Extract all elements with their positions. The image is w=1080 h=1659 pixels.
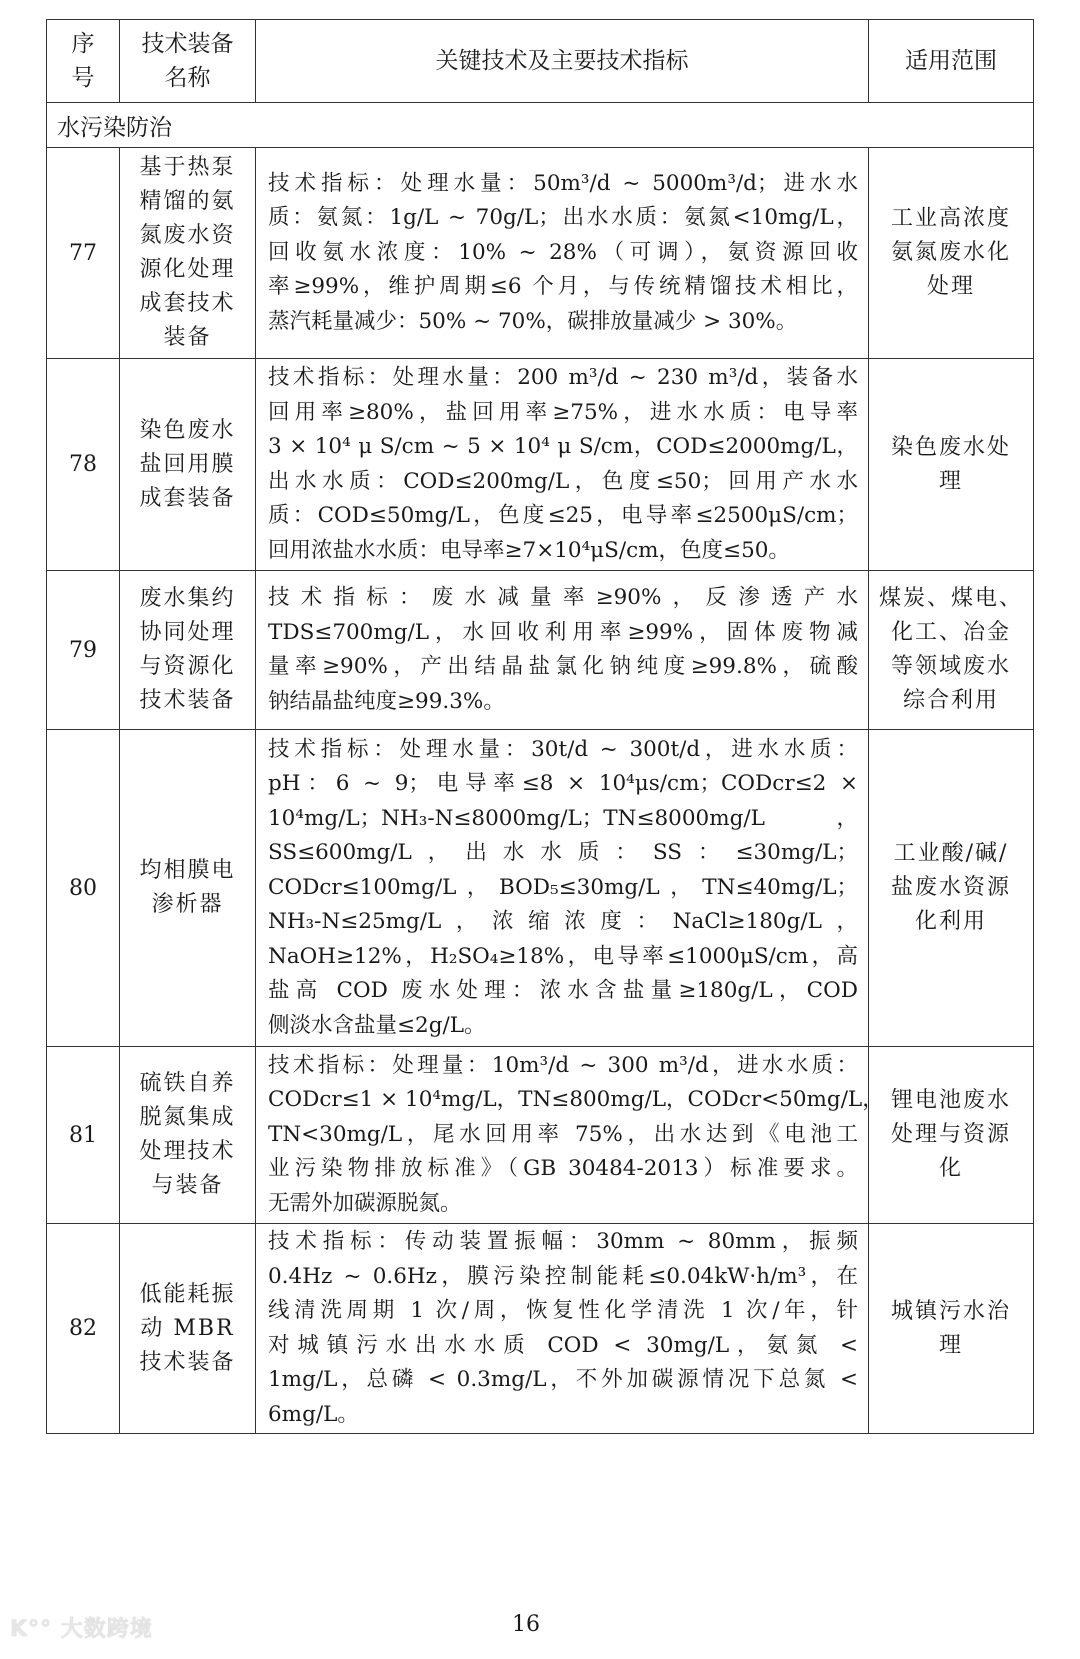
equipment-name-line: 成套技术 <box>139 291 236 316</box>
header-no-line: 号 <box>71 65 95 91</box>
technical-indicators-line: 蒸汽耗量减少：50% ~ 70%，碳排放量减少 > 30%。 <box>268 308 798 334</box>
technical-indicators-line: 1mg/L，总磷 < 0.3mg/L，不外加碳源情况下总氮 < <box>268 1367 858 1392</box>
equipment-name-line: 渗析器 <box>151 892 224 917</box>
technical-indicators <box>256 1224 869 1434</box>
equipment-name-line: 源化处理 <box>139 257 236 282</box>
technical-indicators-line: 量率≥90%，产出结晶盐氯化钠纯度≥99.8%，硫酸 <box>268 654 858 679</box>
application-scope-line: 盐废水资源 <box>890 875 1011 900</box>
technical-indicators-line: 侧淡水含盐量≤2g/L。 <box>268 1012 486 1038</box>
equipment-name-line: 与资源化 <box>139 654 236 679</box>
technical-indicators <box>256 359 869 571</box>
equipment-name <box>120 1224 256 1434</box>
header-desc: 关键技术及主要技术指标 <box>256 20 869 103</box>
section-row <box>47 103 1034 148</box>
header-no <box>47 20 120 103</box>
equipment-name-line: 盐回用膜 <box>139 451 236 477</box>
application-scope-line: 等领域废水 <box>890 654 1011 679</box>
equipment-name-line: 与装备 <box>151 1173 224 1198</box>
technical-indicators-line: 回用浓盐水水质：电导率≥7×10⁴μS/cm，色度≤50。 <box>268 537 790 563</box>
technical-indicators-line: NaOH≥12%，H₂SO₄≥18%，电导率≤1000μS/cm，高 <box>268 943 858 969</box>
technical-indicators-line: 回用率≥80%，盐回用率≥75%，进水水质：电导率 <box>268 399 858 425</box>
technical-indicators-line: TN<30mg/L，尾水回用率 75%，出水达到《电池工 <box>268 1121 858 1147</box>
equipment-name-line: 协同处理 <box>139 620 236 645</box>
equipment-name <box>120 359 256 571</box>
application-scope-line: 综合利用 <box>902 688 999 713</box>
technical-indicators-line: 6mg/L。 <box>268 1401 359 1427</box>
technical-indicators-line: 技术指标：处理水量：200 m³/d ~ 230 m³/d，装备水 <box>268 365 858 390</box>
technical-indicators-line: 质：氨氮：1g/L ~ 70g/L；出水水质：氨氮<10mg/L， <box>268 205 858 231</box>
application-scope-line: 煤炭、煤电、 <box>878 586 1023 611</box>
application-scope-line: 处理 <box>926 274 975 299</box>
technical-indicators-line: 技术指标：处理量：10m³/d ~ 300 m³/d，进水水质： <box>268 1052 858 1078</box>
technical-indicators-line: 无需外加碳源脱氮。 <box>268 1190 462 1216</box>
technical-indicators-line: 质：COD≤50mg/L，色度≤25，电导率≤2500μS/cm； <box>268 503 858 528</box>
equipment-name-line: 处理技术 <box>139 1139 236 1164</box>
technical-indicators <box>256 730 869 1047</box>
row-number: 78 <box>47 359 120 571</box>
technical-indicators-line: NH₃-N≤25mg/L，浓缩浓度：NaCl≥180g/L， <box>268 909 858 935</box>
technical-indicators-line: 率≥99%，维护周期≤6 个月，与传统精馏技术相比， <box>268 274 858 300</box>
row-number: 79 <box>47 571 120 730</box>
row-number: 80 <box>47 730 120 1047</box>
application-scope-line: 城镇污水治 <box>890 1298 1011 1324</box>
application-scope-line: 锂电池废水 <box>890 1088 1011 1113</box>
equipment-name <box>120 571 256 730</box>
application-scope <box>869 730 1034 1047</box>
row-number: 82 <box>47 1224 120 1434</box>
equipment-name-line: 精馏的氨 <box>139 189 236 214</box>
equipment-name <box>120 730 256 1047</box>
header-name-line: 名称 <box>164 65 211 91</box>
header-scope: 适用范围 <box>869 20 1034 103</box>
technical-indicators-line: 技术指标：处理水量：30t/d ~ 300t/d，进水水质： <box>268 736 858 762</box>
application-scope-line: 工业酸/碱/ <box>893 841 1009 866</box>
table-row <box>47 571 1034 730</box>
technical-indicators-line: pH：6 ~ 9；电导率≤8 × 10⁴μs/cm；CODcr≤2 × <box>268 771 858 797</box>
equipment-name <box>120 148 256 359</box>
technical-indicators-line: 技术指标：废水减量率≥90%，反渗透产水 <box>268 585 858 610</box>
application-scope-line: 处理与资源 <box>890 1122 1011 1147</box>
header-no-line: 序 <box>71 31 95 57</box>
equipment-name-line: 废水集约 <box>139 586 236 611</box>
row-number: 77 <box>47 148 120 359</box>
application-scope-line: 化利用 <box>914 909 987 934</box>
technical-indicators-line: 盐高 COD 废水处理：浓水含盐量≥180g/L，COD <box>268 978 858 1004</box>
technical-indicators-line: 回收氨水浓度：10% ~ 28%（可调），氨资源回收 <box>268 239 858 265</box>
technical-indicators <box>256 571 869 730</box>
application-scope-line: 染色废水处 <box>890 434 1011 460</box>
application-scope-line: 理 <box>938 468 963 494</box>
table-row <box>47 359 1034 571</box>
technical-indicators-line: 技术指标：处理水量：50m³/d ~ 5000m³/d；进水水 <box>268 170 858 196</box>
technical-indicators-line: 技术指标：传动装置振幅：30mm ~ 80mm，振频 <box>268 1229 858 1254</box>
table-row <box>47 1047 1034 1224</box>
watermark-logo: K°° 大数跨境 <box>10 1617 153 1642</box>
table-row <box>47 1224 1034 1434</box>
equipment-name-line: 动 MBR <box>140 1315 235 1341</box>
application-scope-line: 化 <box>938 1156 963 1181</box>
page-number: 16 <box>512 1612 540 1637</box>
application-scope-line: 理 <box>938 1332 963 1358</box>
technical-indicators-line: 0.4Hz ~ 0.6Hz，膜污染控制能耗≤0.04kW·h/m³，在 <box>268 1263 858 1289</box>
technical-indicators-line: 业污染物排放标准》（GB 30484-2013）标准要求。 <box>268 1156 858 1182</box>
technical-indicators-line: 线清洗周期 1 次/周，恢复性化学清洗 1 次/年，针 <box>268 1298 858 1323</box>
application-scope <box>869 1224 1034 1434</box>
equipment-name-line: 基于热泵 <box>139 155 236 180</box>
header-name <box>120 20 256 103</box>
equipment-table <box>46 19 1034 1434</box>
technical-indicators-line: 对城镇污水出水水质 COD < 30mg/L，氨氮 < <box>268 1332 858 1358</box>
equipment-name-line: 技术装备 <box>139 688 236 713</box>
technical-indicators-line: 10⁴mg/L；NH₃-N≤8000mg/L；TN≤8000mg/L， <box>268 805 858 831</box>
section-title: 水污染防治 <box>47 103 1034 148</box>
technical-indicators <box>256 1047 884 1224</box>
technical-indicators-line: CODcr≤1 × 10⁴mg/L，TN≤800mg/L，CODcr<50mg/L， <box>268 1087 884 1113</box>
equipment-name-line: 硫铁自养 <box>139 1071 236 1096</box>
technical-indicators-line: 3 × 10⁴ μ S/cm ~ 5 × 10⁴ μ S/cm，COD≤2000mg/L， <box>268 434 858 459</box>
application-scope-line: 化工、冶金 <box>890 620 1011 645</box>
application-scope <box>869 1047 1034 1224</box>
application-scope <box>869 148 1034 359</box>
technical-indicators-line: TDS≤700mg/L，水回收利用率≥99%，固体废物减 <box>268 619 858 645</box>
row-number: 81 <box>47 1047 120 1224</box>
table-header <box>47 20 1034 103</box>
table-row <box>47 148 1034 359</box>
equipment-name-line: 均相膜电 <box>139 858 236 883</box>
equipment-name-line: 技术装备 <box>139 1349 236 1375</box>
header-name-line: 技术装备 <box>141 31 234 57</box>
technical-indicators-line: CODcr≤100mg/L，BOD₅≤30mg/L，TN≤40mg/L； <box>268 874 858 900</box>
equipment-name-line: 氮废水资 <box>139 223 236 248</box>
technical-indicators-line: SS≤600mg/L，出水水质：SS：≤30mg/L； <box>268 840 858 866</box>
application-scope <box>869 571 1034 730</box>
equipment-name-line: 染色废水 <box>139 417 236 443</box>
application-scope-line: 氨氮废水化 <box>890 240 1011 265</box>
technical-indicators-line: 钠结晶盐纯度≥99.3%。 <box>268 688 505 714</box>
equipment-name <box>120 1047 256 1224</box>
application-scope <box>869 359 1034 571</box>
equipment-name-line: 装备 <box>163 325 212 350</box>
technical-indicators <box>256 148 869 359</box>
technical-indicators-line: 出水水质：COD≤200mg/L，色度≤50；回用产水水 <box>268 468 858 494</box>
application-scope-line: 工业高浓度 <box>890 206 1011 231</box>
equipment-name-line: 脱氮集成 <box>139 1105 236 1130</box>
equipment-name-line: 成套装备 <box>139 485 236 511</box>
table-row <box>47 730 1034 1047</box>
equipment-name-line: 低能耗振 <box>139 1281 236 1307</box>
